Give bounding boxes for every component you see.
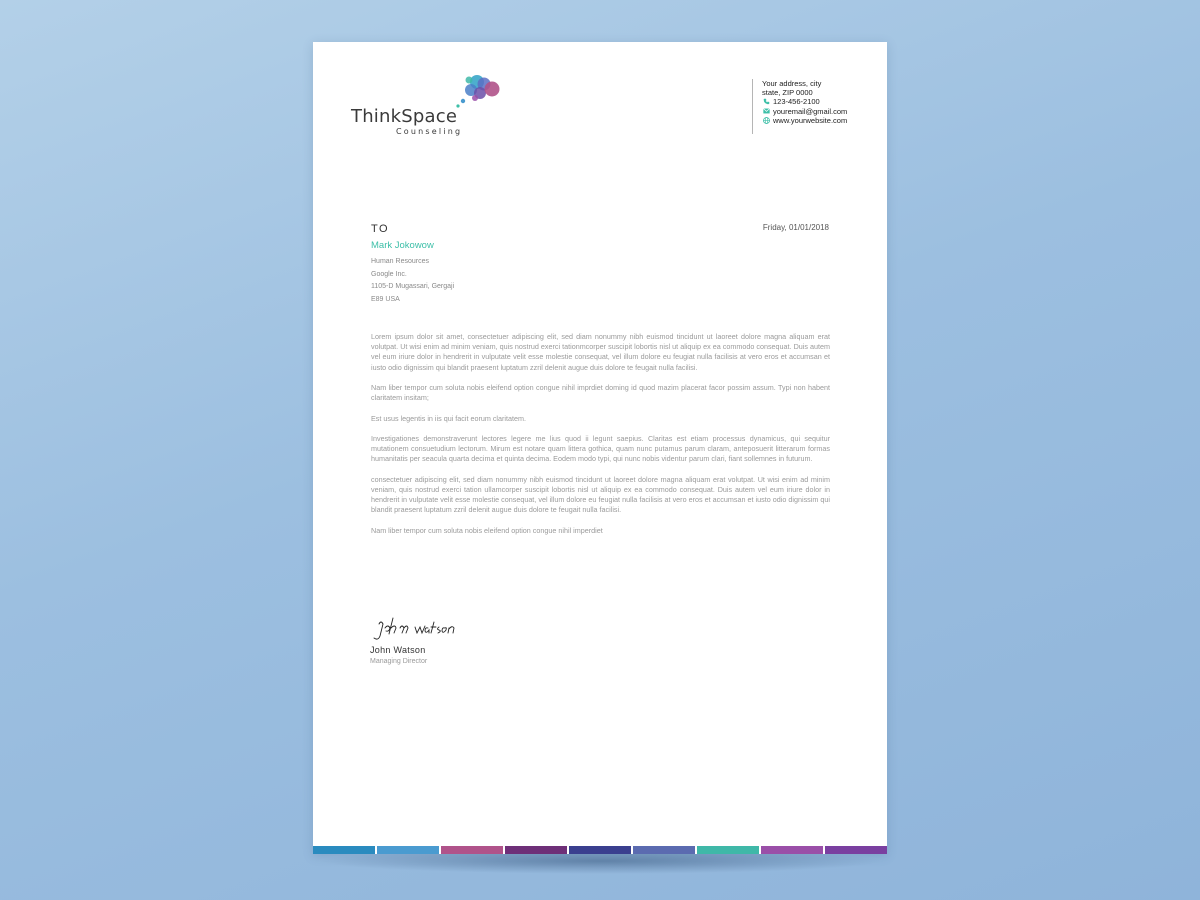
recipient-address [371, 256, 454, 307]
recipient-line: E89 USA [371, 296, 400, 304]
recipient-line: Human Resources [371, 258, 429, 265]
contact-block [752, 79, 852, 134]
body-paragraph: Est usus legentis in iis qui facit eorum claritatem. [371, 413, 526, 423]
color-strip-segment [825, 846, 887, 854]
globe-icon [762, 117, 770, 125]
phone-row [762, 97, 852, 107]
body-paragraph: Lorem ipsum dolor sit amet, consectetuer adipiscing elit, sed diam nonummy nibh euismod tincidunt ut laoreet dolore magna aliquam erat volutpat. Ut wisi enim ad minim veniam, quis nostrud exerci tationmcorper suscipit lobortis nisl ut aliquip ex ea commodo consequat. Duis autem vel eum iriure dolor in hendrerit in vulputate velit esse molestie consequat, vel illum dolore eu feugiat nulla facilisis at vero eros et accumsan et iusto odio dignissim qui blandit praesent luptatum zzril delenit augue duis dolore te feugait nulla facilisi. [371, 332, 830, 372]
address [762, 79, 852, 97]
thought-bubble-icon [455, 74, 505, 110]
color-strip-segment [313, 846, 375, 854]
color-strip-segment [697, 846, 759, 854]
color-strip [313, 846, 887, 854]
body-paragraph: consectetuer adipiscing elit, sed diam nonummy nibh euismod tincidunt ut laoreet dolore magna aliquam erat volutpat. Ut wisi enim ad minim veniam, quis nostrud exerci tation ullamcorper suscipit lobortis nisl ut aliquip ex ea commodo consequat. Duis autem vel eum iriure dolor in hendrerit in vulputate velit esse molestie consequat, vel illum dolore eu feugiat nulla facilisis at vero eros et accumsan et iusto odio dignissim qui blandit praesent luptatum zzril delenit augue duis dolore te feugait nulla facilisi. [371, 474, 830, 515]
company-logo [351, 74, 511, 144]
phone-icon [762, 98, 770, 106]
letter-body [371, 332, 830, 546]
color-strip-segment [569, 846, 631, 854]
body-paragraph: Investigationes demonstraverunt lectores legere me lius quod ii legunt saepius. Claritas est etiam processus dynamicus, qui sequitur mutationem consuetudium lectorum. Mirum est notare quam littera gothica, quam nunc putamus parum claram, anteposuerit litterarum formas humanitatis per seacula quarta decima et quinta decima. Eodem modo typi, qui nunc nobis videntur parum clari, fiant sollemnes in futurum. [371, 433, 830, 464]
phone-number: 123-456-2100 [773, 97, 820, 106]
recipient-line: Google Inc. [371, 270, 407, 278]
signer-name: John Watson [370, 645, 426, 655]
body-paragraph: Nam liber tempor cum soluta nobis eleifend option congue nihil imprdiet doming id quod mazim placerat facor possim assum. Typi non habent claritatem insitam; [371, 383, 830, 403]
email-address: youremail@gmail.com [773, 106, 848, 116]
to-label: TO [371, 223, 390, 235]
color-strip-segment [441, 846, 503, 854]
handwritten-signature [371, 610, 491, 644]
color-strip-segment [377, 846, 439, 854]
color-strip-segment [633, 846, 695, 854]
logo-wordmark: ThinkSpace [351, 106, 458, 127]
recipient-line: 1105-D Mugassari, Gergaji [371, 283, 455, 291]
color-strip-segment [761, 846, 823, 854]
address-line-1: Your address, city [762, 79, 822, 88]
recipient-name: Mark Jokowow [371, 240, 434, 251]
address-line-2: state, ZIP 0000 [762, 88, 813, 97]
letter-date: Friday, 01/01/2018 [762, 223, 829, 232]
envelope-icon [762, 107, 770, 115]
letterhead-page [313, 42, 887, 854]
email-row [762, 107, 852, 117]
color-strip-segment [505, 846, 567, 854]
body-paragraph: Nam liber tempor cum soluta nobis eleifend option congue nihil imperdiet [371, 525, 603, 535]
logo-subtitle: Counseling [396, 127, 463, 136]
website-url: www.yourwebsite.com [773, 116, 848, 125]
signer-title: Managing Director [370, 658, 428, 665]
website-row [762, 116, 852, 126]
